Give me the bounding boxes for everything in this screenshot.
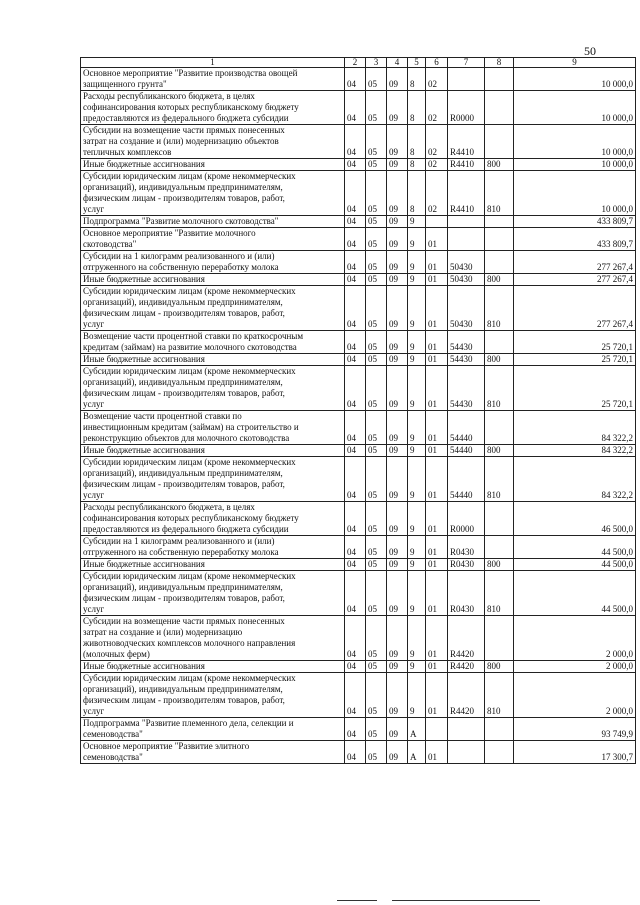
code-cell-7	[448, 718, 485, 741]
code-cell-7: R4410	[448, 125, 485, 159]
code-cell-2: 04	[345, 536, 366, 559]
header-cell: 9	[514, 58, 636, 68]
code-cell-2: 04	[345, 274, 366, 286]
code-cell-8	[485, 741, 514, 764]
table-row	[81, 661, 636, 673]
code-cell-6: 01	[426, 411, 448, 445]
code-cell-3: 05	[366, 159, 387, 171]
code-cell-3: 05	[366, 125, 387, 159]
code-cell-8: 810	[485, 366, 514, 411]
code-cell-2: 04	[345, 228, 366, 251]
code-cell-7: 54430	[448, 354, 485, 366]
table-row	[81, 228, 636, 251]
code-cell-8: 810	[485, 673, 514, 718]
code-cell-7: 50430	[448, 274, 485, 286]
code-cell-8: 800	[485, 159, 514, 171]
code-cell-6: 01	[426, 251, 448, 274]
code-cell-8	[485, 68, 514, 91]
table-row	[81, 571, 636, 616]
code-cell-6: 01	[426, 354, 448, 366]
header-cell: 8	[485, 58, 514, 68]
code-cell-2: 04	[345, 216, 366, 228]
code-cell-2: 04	[345, 661, 366, 673]
code-cell-2: 04	[345, 571, 366, 616]
code-cell-3: 05	[366, 251, 387, 274]
code-cell-4: 09	[387, 411, 408, 445]
code-cell-6: 01	[426, 502, 448, 536]
code-cell-3: 05	[366, 559, 387, 571]
row-name-cell: Иные бюджетные ассигнования	[81, 445, 345, 457]
amount-cell: 277 267,4	[514, 274, 636, 286]
row-name-cell: Иные бюджетные ассигнования	[81, 559, 345, 571]
row-name-cell: Возмещение части процентной ставки по краткосрочным кредитам (займам) на развитие молочного скотоводства	[81, 331, 345, 354]
code-cell-5: 9	[408, 661, 426, 673]
amount-cell: 25 720,1	[514, 354, 636, 366]
code-cell-2: 04	[345, 68, 366, 91]
row-name-cell: Субсидии на возмещение части прямых понесенных затрат на создание и (или) модернизацию объектов тепличных комплексов	[81, 125, 345, 159]
code-cell-3: 05	[366, 286, 387, 331]
code-cell-3: 05	[366, 673, 387, 718]
code-cell-8: 810	[485, 286, 514, 331]
code-cell-4: 09	[387, 331, 408, 354]
code-cell-4: 09	[387, 125, 408, 159]
code-cell-2: 04	[345, 354, 366, 366]
code-cell-2: 04	[345, 91, 366, 125]
code-cell-2: 04	[345, 366, 366, 411]
code-cell-6: 01	[426, 274, 448, 286]
amount-cell: 2 000,0	[514, 661, 636, 673]
code-cell-8	[485, 411, 514, 445]
code-cell-8: 810	[485, 171, 514, 216]
amount-cell: 2 000,0	[514, 673, 636, 718]
code-cell-4: 09	[387, 228, 408, 251]
code-cell-3: 05	[366, 171, 387, 216]
code-cell-5: 9	[408, 673, 426, 718]
code-cell-2: 04	[345, 125, 366, 159]
code-cell-6: 01	[426, 571, 448, 616]
code-cell-4: 09	[387, 661, 408, 673]
code-cell-4: 09	[387, 559, 408, 571]
row-name-cell: Иные бюджетные ассигнования	[81, 661, 345, 673]
page-number: 50	[584, 44, 596, 58]
code-cell-7	[448, 216, 485, 228]
code-cell-5: 9	[408, 331, 426, 354]
header-cell: 4	[387, 58, 408, 68]
code-cell-6: 02	[426, 91, 448, 125]
table-row	[81, 741, 636, 764]
table-row	[81, 91, 636, 125]
table-row	[81, 502, 636, 536]
code-cell-5: 9	[408, 251, 426, 274]
amount-cell: 44 500,0	[514, 559, 636, 571]
code-cell-5: А	[408, 741, 426, 764]
code-cell-8: 800	[485, 445, 514, 457]
table-row	[81, 171, 636, 216]
code-cell-6: 02	[426, 68, 448, 91]
code-cell-4: 09	[387, 286, 408, 331]
code-cell-3: 05	[366, 571, 387, 616]
code-cell-8	[485, 125, 514, 159]
code-cell-5: 9	[408, 354, 426, 366]
row-name-cell: Субсидии юридическим лицам (кроме некоммерческих организаций), индивидуальным предпринимателям, физическим лицам - производителям товаров, работ, услуг	[81, 673, 345, 718]
table-row	[81, 216, 636, 228]
code-cell-8: 800	[485, 274, 514, 286]
code-cell-7: 50430	[448, 286, 485, 331]
footer-rule	[392, 900, 540, 901]
code-cell-7: R0430	[448, 559, 485, 571]
code-cell-7: 54440	[448, 411, 485, 445]
table-row	[81, 274, 636, 286]
code-cell-8	[485, 251, 514, 274]
code-cell-8	[485, 331, 514, 354]
code-cell-5: 8	[408, 171, 426, 216]
code-cell-6: 01	[426, 559, 448, 571]
code-cell-2: 04	[345, 457, 366, 502]
row-name-cell: Основное мероприятие "Развитие молочного скотоводства"	[81, 228, 345, 251]
footer-rule	[337, 900, 377, 901]
code-cell-6: 01	[426, 331, 448, 354]
amount-cell: 46 500,0	[514, 502, 636, 536]
code-cell-4: 09	[387, 171, 408, 216]
code-cell-5: 9	[408, 228, 426, 251]
code-cell-3: 05	[366, 91, 387, 125]
code-cell-3: 05	[366, 616, 387, 661]
code-cell-3: 05	[366, 445, 387, 457]
code-cell-8	[485, 502, 514, 536]
code-cell-4: 09	[387, 741, 408, 764]
code-cell-7: R0430	[448, 536, 485, 559]
code-cell-2: 04	[345, 286, 366, 331]
code-cell-4: 09	[387, 366, 408, 411]
code-cell-7: R0000	[448, 502, 485, 536]
table-row	[81, 354, 636, 366]
table-row	[81, 251, 636, 274]
amount-cell: 84 322,2	[514, 411, 636, 445]
code-cell-4: 09	[387, 616, 408, 661]
table-row	[81, 457, 636, 502]
code-cell-2: 04	[345, 331, 366, 354]
code-cell-4: 09	[387, 571, 408, 616]
code-cell-3: 05	[366, 274, 387, 286]
code-cell-8	[485, 718, 514, 741]
code-cell-3: 05	[366, 228, 387, 251]
code-cell-5: 9	[408, 286, 426, 331]
header-cell: 1	[81, 58, 345, 68]
row-name-cell: Возмещение части процентной ставки по инвестиционным кредитам (займам) на строительство и реконструкцию объектов для молочного скотоводства	[81, 411, 345, 445]
code-cell-6	[426, 216, 448, 228]
row-name-cell: Иные бюджетные ассигнования	[81, 159, 345, 171]
code-cell-6: 01	[426, 366, 448, 411]
header-cell: 3	[366, 58, 387, 68]
code-cell-5: 9	[408, 571, 426, 616]
code-cell-7: R4420	[448, 661, 485, 673]
code-cell-3: 05	[366, 68, 387, 91]
code-cell-7	[448, 228, 485, 251]
code-cell-4: 09	[387, 274, 408, 286]
code-cell-2: 04	[345, 411, 366, 445]
row-name-cell: Субсидии на 1 килограмм реализованного и (или) отгруженного на собственную переработку молока	[81, 536, 345, 559]
row-name-cell: Субсидии юридическим лицам (кроме некоммерческих организаций), индивидуальным предпринимателям, физическим лицам - производителям товаров, работ, услуг	[81, 457, 345, 502]
code-cell-3: 05	[366, 331, 387, 354]
code-cell-7: R0000	[448, 91, 485, 125]
amount-cell: 93 749,9	[514, 718, 636, 741]
amount-cell: 10 000,0	[514, 91, 636, 125]
amount-cell: 10 000,0	[514, 125, 636, 159]
code-cell-7: R4410	[448, 171, 485, 216]
code-cell-8: 810	[485, 457, 514, 502]
amount-cell: 10 000,0	[514, 159, 636, 171]
header-cell: 5	[408, 58, 426, 68]
code-cell-7: R4410	[448, 159, 485, 171]
code-cell-5: 9	[408, 616, 426, 661]
code-cell-6: 01	[426, 661, 448, 673]
code-cell-5: 9	[408, 366, 426, 411]
code-cell-8: 800	[485, 559, 514, 571]
code-cell-4: 09	[387, 159, 408, 171]
code-cell-3: 05	[366, 354, 387, 366]
code-cell-4: 09	[387, 502, 408, 536]
row-name-cell: Иные бюджетные ассигнования	[81, 354, 345, 366]
code-cell-6: 01	[426, 228, 448, 251]
code-cell-4: 09	[387, 216, 408, 228]
amount-cell: 277 267,4	[514, 286, 636, 331]
row-name-cell: Субсидии на 1 килограмм реализованного и (или) отгруженного на собственную переработку молока	[81, 251, 345, 274]
code-cell-8: 810	[485, 571, 514, 616]
row-name-cell: Субсидии юридическим лицам (кроме некоммерческих организаций), индивидуальным предпринимателям, физическим лицам - производителям товаров, работ, услуг	[81, 571, 345, 616]
code-cell-5: А	[408, 718, 426, 741]
code-cell-5: 9	[408, 502, 426, 536]
code-cell-4: 09	[387, 354, 408, 366]
amount-cell: 84 322,2	[514, 457, 636, 502]
code-cell-5: 9	[408, 445, 426, 457]
header-cell: 6	[426, 58, 448, 68]
table-row	[81, 68, 636, 91]
amount-cell: 17 300,7	[514, 741, 636, 764]
code-cell-4: 09	[387, 445, 408, 457]
code-cell-3: 05	[366, 741, 387, 764]
code-cell-8	[485, 216, 514, 228]
code-cell-3: 05	[366, 411, 387, 445]
header-row	[81, 58, 636, 68]
code-cell-8	[485, 91, 514, 125]
table-row	[81, 718, 636, 741]
table-row	[81, 286, 636, 331]
row-name-cell: Субсидии юридическим лицам (кроме некоммерческих организаций), индивидуальным предпринимателям, физическим лицам - производителям товаров, работ, услуг	[81, 366, 345, 411]
code-cell-4: 09	[387, 536, 408, 559]
table-row	[81, 125, 636, 159]
amount-cell: 84 322,2	[514, 445, 636, 457]
table-body	[81, 68, 636, 764]
code-cell-2: 04	[345, 673, 366, 718]
code-cell-2: 04	[345, 251, 366, 274]
code-cell-6: 01	[426, 536, 448, 559]
row-name-cell: Субсидии юридическим лицам (кроме некоммерческих организаций), индивидуальным предпринимателям, физическим лицам - производителям товаров, работ, услуг	[81, 286, 345, 331]
code-cell-5: 9	[408, 457, 426, 502]
code-cell-7: 54440	[448, 445, 485, 457]
code-cell-8: 800	[485, 661, 514, 673]
amount-cell: 44 500,0	[514, 571, 636, 616]
code-cell-2: 04	[345, 559, 366, 571]
table-row	[81, 366, 636, 411]
code-cell-7: 54430	[448, 366, 485, 411]
table-row	[81, 559, 636, 571]
table-row	[81, 536, 636, 559]
row-name-cell: Основное мероприятие "Развитие производства овощей защищенного грунта"	[81, 68, 345, 91]
code-cell-3: 05	[366, 661, 387, 673]
table-row	[81, 411, 636, 445]
code-cell-7: 54440	[448, 457, 485, 502]
row-name-cell: Расходы республиканского бюджета, в целях софинансирования которых республиканскому бюджету предоставляются из федерального бюджета субсидии	[81, 91, 345, 125]
code-cell-2: 04	[345, 171, 366, 216]
code-cell-7: R0430	[448, 571, 485, 616]
code-cell-5: 8	[408, 68, 426, 91]
amount-cell: 277 267,4	[514, 251, 636, 274]
code-cell-2: 04	[345, 502, 366, 536]
code-cell-2: 04	[345, 741, 366, 764]
code-cell-6: 01	[426, 741, 448, 764]
code-cell-6: 01	[426, 445, 448, 457]
amount-cell: 2 000,0	[514, 616, 636, 661]
row-name-cell: Иные бюджетные ассигнования	[81, 274, 345, 286]
code-cell-8	[485, 616, 514, 661]
budget-table	[80, 57, 636, 764]
code-cell-5: 9	[408, 536, 426, 559]
code-cell-3: 05	[366, 502, 387, 536]
code-cell-8	[485, 536, 514, 559]
code-cell-6: 01	[426, 616, 448, 661]
code-cell-3: 05	[366, 366, 387, 411]
table-row	[81, 159, 636, 171]
row-name-cell: Субсидии юридическим лицам (кроме некоммерческих организаций), индивидуальным предпринимателям, физическим лицам - производителям товаров, работ, услуг	[81, 171, 345, 216]
row-name-cell: Субсидии на возмещение части прямых понесенных затрат на создание и (или) модернизацию животноводческих комплексов молочного направления (молочных ферм)	[81, 616, 345, 661]
code-cell-4: 09	[387, 68, 408, 91]
code-cell-5: 9	[408, 274, 426, 286]
code-cell-3: 05	[366, 536, 387, 559]
header-cell: 7	[448, 58, 485, 68]
code-cell-7: 50430	[448, 251, 485, 274]
code-cell-4: 09	[387, 673, 408, 718]
code-cell-2: 04	[345, 718, 366, 741]
table-row	[81, 616, 636, 661]
row-name-cell: Подпрограмма "Развитие молочного скотоводства"	[81, 216, 345, 228]
code-cell-3: 05	[366, 216, 387, 228]
code-cell-5: 9	[408, 559, 426, 571]
amount-cell: 25 720,1	[514, 366, 636, 411]
table-row	[81, 673, 636, 718]
code-cell-7	[448, 68, 485, 91]
code-cell-6: 01	[426, 286, 448, 331]
code-cell-6: 02	[426, 159, 448, 171]
code-cell-4: 09	[387, 251, 408, 274]
row-name-cell: Подпрограмма "Развитие племенного дела, селекции и семеноводства"	[81, 718, 345, 741]
table-row	[81, 331, 636, 354]
code-cell-4: 09	[387, 457, 408, 502]
code-cell-6: 01	[426, 673, 448, 718]
amount-cell: 10 000,0	[514, 68, 636, 91]
amount-cell: 10 000,0	[514, 171, 636, 216]
row-name-cell: Расходы республиканского бюджета, в целях софинансирования которых республиканскому бюджету предоставляются из федерального бюджета субсидии	[81, 502, 345, 536]
code-cell-6: 02	[426, 125, 448, 159]
code-cell-7: R4420	[448, 673, 485, 718]
code-cell-5: 8	[408, 159, 426, 171]
code-cell-6	[426, 718, 448, 741]
code-cell-8: 800	[485, 354, 514, 366]
code-cell-8	[485, 228, 514, 251]
code-cell-5: 9	[408, 411, 426, 445]
code-cell-4: 09	[387, 718, 408, 741]
code-cell-6: 01	[426, 457, 448, 502]
code-cell-6: 02	[426, 171, 448, 216]
table-row	[81, 445, 636, 457]
amount-cell: 25 720,1	[514, 331, 636, 354]
amount-cell: 433 809,7	[514, 228, 636, 251]
code-cell-3: 05	[366, 457, 387, 502]
code-cell-5: 8	[408, 125, 426, 159]
code-cell-3: 05	[366, 718, 387, 741]
code-cell-5: 8	[408, 91, 426, 125]
code-cell-5: 9	[408, 216, 426, 228]
amount-cell: 433 809,7	[514, 216, 636, 228]
code-cell-2: 04	[345, 616, 366, 661]
header-cell: 2	[345, 58, 366, 68]
code-cell-7	[448, 741, 485, 764]
code-cell-7: R4420	[448, 616, 485, 661]
code-cell-4: 09	[387, 91, 408, 125]
amount-cell: 44 500,0	[514, 536, 636, 559]
row-name-cell: Основное мероприятие "Развитие элитного семеноводства"	[81, 741, 345, 764]
code-cell-2: 04	[345, 445, 366, 457]
code-cell-7: 54430	[448, 331, 485, 354]
code-cell-2: 04	[345, 159, 366, 171]
